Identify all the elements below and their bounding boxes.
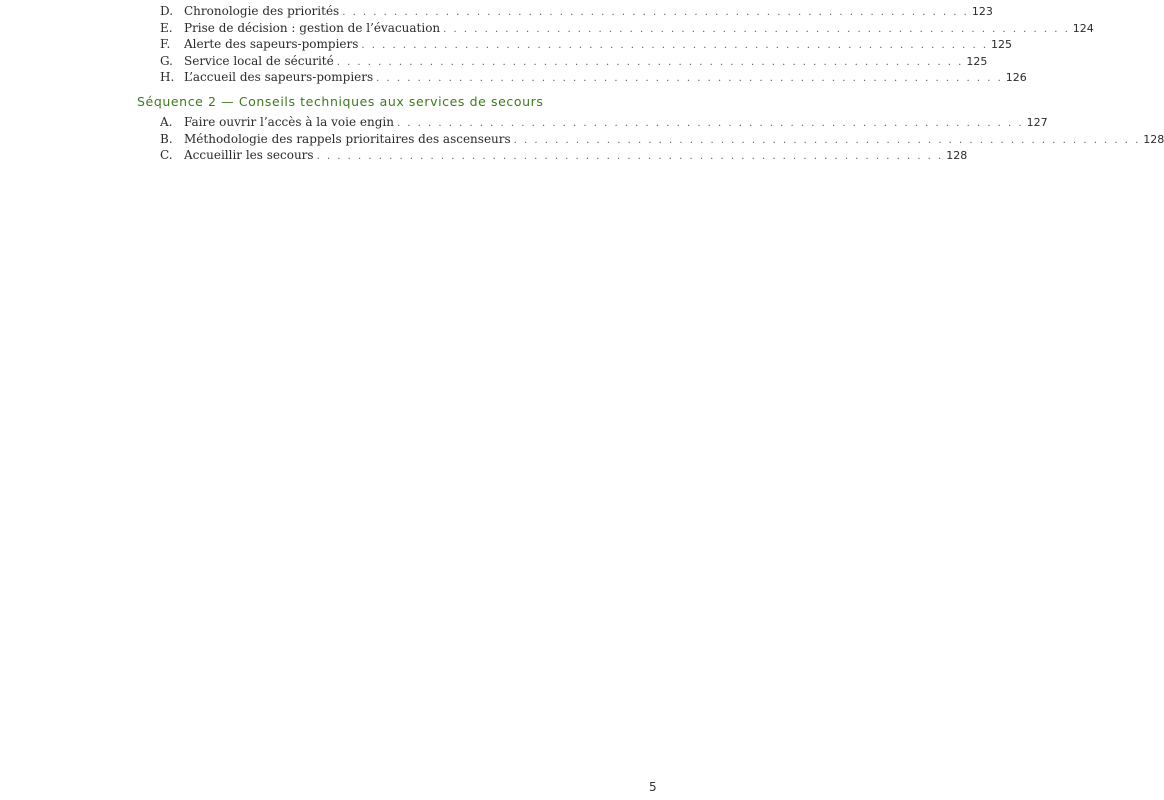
toc-entry[interactable] [160, 147, 968, 164]
page-number: 5 [649, 780, 657, 794]
entry-label: Méthodologie des rappels prioritaires des ascenseurs [184, 131, 511, 146]
leader-dots: . . . . . . . . . . . . . . . . . . . . . . . . . . . . . . . . . . . . . . . . . . . . . . . . . . . . . . . . . . . . . [396, 118, 1024, 129]
entry-page: 125 [991, 38, 1013, 51]
entry-label: Faire ouvrir l’accès à la voie engin [184, 115, 394, 129]
toc-entry[interactable] [160, 20, 1094, 37]
leader-dots: . . . . . . . . . . . . . . . . . . . . . . . . . . . . . . . . . . . . . . . . . . . . . . . . . . . . . . . . . . . . . [342, 7, 969, 18]
toc-section-previous [160, 3, 1094, 86]
sequence-heading[interactable]: Séquence 2 — Conseils techniques aux services de secours [137, 94, 544, 109]
entry-page: 126 [1005, 71, 1027, 84]
entry-page: 128 [946, 149, 968, 162]
leader-dots: . . . . . . . . . . . . . . . . . . . . . . . . . . . . . . . . . . . . . . . . . . . . . . . . . . . . . . . . . . . . . [376, 73, 1003, 84]
leader-dots: . . . . . . . . . . . . . . . . . . . . . . . . . . . . . . . . . . . . . . . . . . . . . . . . . . . . . . . . . . . . . [361, 40, 989, 51]
leader-dots: . . . . . . . . . . . . . . . . . . . . . . . . . . . . . . . . . . . . . . . . . . . . . . . . . . . . . . . . . . . . . [443, 23, 1070, 35]
entry-letter: B. [160, 131, 173, 146]
entry-page: 123 [971, 5, 993, 18]
entry-label: Alerte des sapeurs-pompiers [184, 37, 359, 51]
leader-dots: . . . . . . . . . . . . . . . . . . . . . . . . . . . . . . . . . . . . . . . . . . . . . . . . . . . . . . . . . . . . . [336, 56, 964, 68]
toc-entry[interactable] [160, 114, 1048, 131]
entry-page: 128 [1143, 132, 1164, 146]
entry-letter: C. [160, 148, 173, 162]
entry-letter: G. [160, 53, 173, 68]
entry-label: Prise de décision : gestion de l’évacuation [184, 20, 441, 35]
entry-label: Chronologie des priorités [184, 4, 340, 18]
entry-label: Accueillir les secours [184, 148, 314, 162]
leader-dots: . . . . . . . . . . . . . . . . . . . . . . . . . . . . . . . . . . . . . . . . . . . . . . . . . . . . . . . . . . . . . [316, 151, 944, 162]
toc-entry[interactable] [160, 3, 993, 20]
toc-entry[interactable] [160, 36, 1013, 53]
entry-letter: A. [160, 115, 173, 129]
entry-letter: F. [160, 37, 171, 51]
entry-label: Service local de sécurité [184, 53, 334, 68]
entry-page: 125 [966, 54, 988, 68]
entry-page: 127 [1026, 116, 1048, 129]
toc-entry[interactable] [160, 131, 1164, 148]
toc-entry[interactable] [160, 69, 1027, 86]
toc-section-sequence-2 [160, 114, 1164, 164]
entry-page: 124 [1072, 21, 1094, 35]
entry-letter: H. [160, 70, 175, 84]
entry-label: L’accueil des sapeurs-pompiers [184, 70, 374, 84]
entry-letter: D. [160, 4, 174, 18]
entry-letter: E. [160, 20, 173, 35]
toc-entry[interactable] [160, 53, 988, 70]
leader-dots: . . . . . . . . . . . . . . . . . . . . . . . . . . . . . . . . . . . . . . . . . . . . . . . . . . . . . . . . . . . . . [513, 134, 1141, 146]
